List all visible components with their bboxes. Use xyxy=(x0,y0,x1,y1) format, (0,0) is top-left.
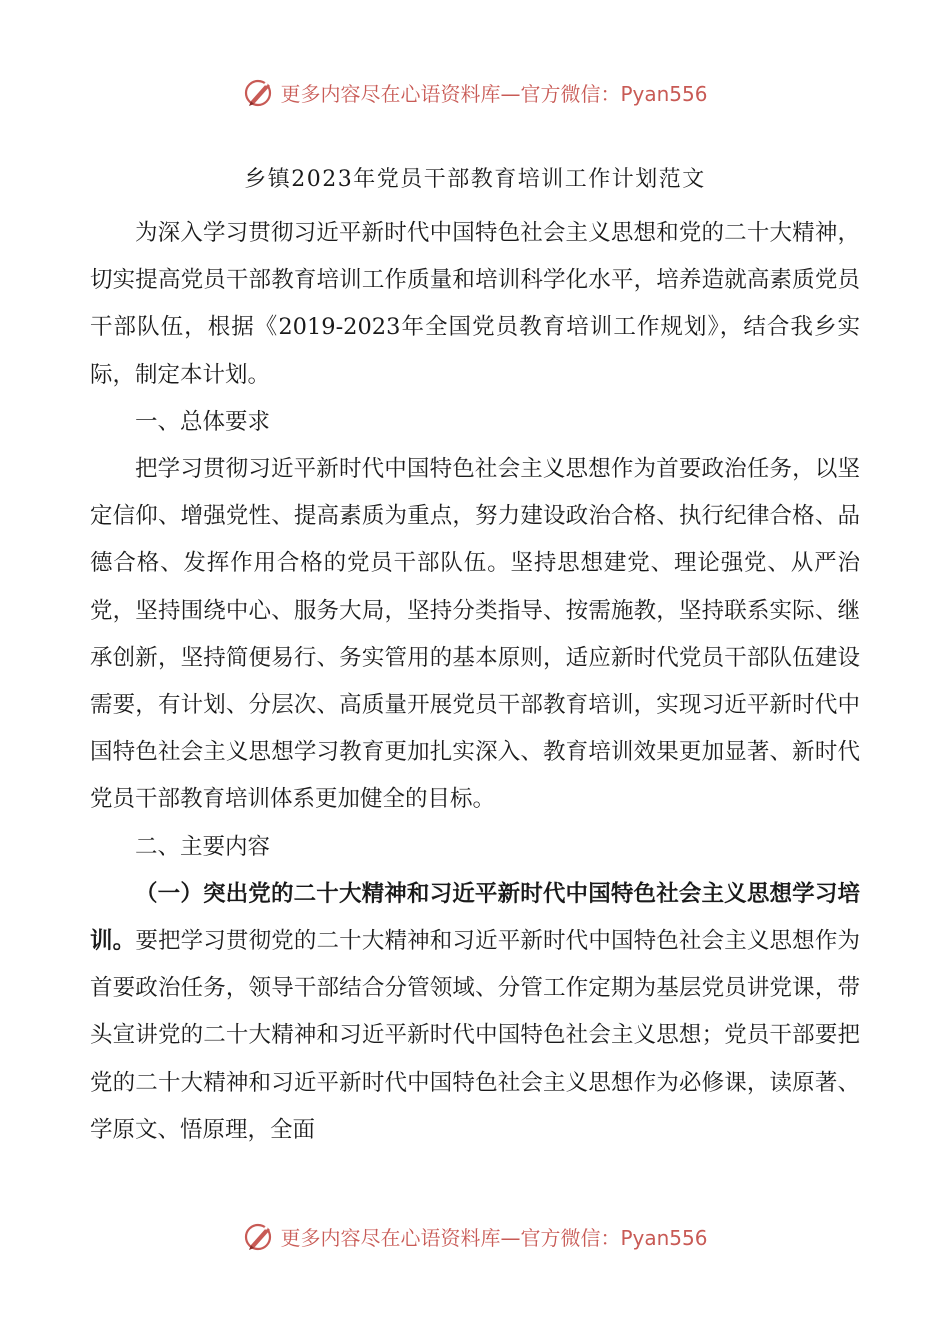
item-1-body: 要把学习贯彻党的二十大精神和习近平新时代中国特色社会主义思想作为首要政治任务，领导干部结合分管领域、分管工作定期为基层党员讲党课，带头宣讲党的二十大精神和习近平新时代中国特色社会主义思想；党员干部要把党的二十大精神和习近平新时代中国特色社会主义思想作为必修课，读原著、学原文、悟原理，全面 xyxy=(90,928,860,1143)
intro-paragraph: 为深入学习贯彻习近平新时代中国特色社会主义思想和党的二十大精神，切实提高党员干部教育培训工作质量和培训科学化水平，培养造就高素质党员干部队伍，根据《2019-2023年全国党员教育培训工作规划》，结合我乡实际，制定本计划。 xyxy=(90,220,860,388)
footer-watermark-banner xyxy=(0,1216,950,1256)
document-title: 乡镇2023年党员干部教育培训工作计划范文 xyxy=(244,167,706,192)
watermark-text: 更多内容尽在心语资料库—官方微信：Pyan556 xyxy=(280,81,708,106)
pen-logo-icon xyxy=(242,1219,276,1253)
item-1-title: （一）突出党的二十大精神和习近平新时代中国特色社会主义思想学习培训。 xyxy=(90,880,860,955)
section-heading-general-requirements: 一、总体要求 xyxy=(135,408,271,435)
main-content-item-1 xyxy=(90,871,860,1154)
document-body xyxy=(90,210,860,1154)
pen-logo-icon xyxy=(242,75,276,109)
watermark-text: 更多内容尽在心语资料库—官方微信：Pyan556 xyxy=(280,1225,708,1250)
section-heading-main-content: 二、主要内容 xyxy=(135,833,271,860)
general-requirements-paragraph: 把学习贯彻习近平新时代中国特色社会主义思想作为首要政治任务，以坚定信仰、增强党性、提高素质为重点，努力建设政治合格、执行纪律合格、品德合格、发挥作用合格的党员干部队伍。坚持思想建党、理论强党、从严治党，坚持围绕中心、服务大局，坚持分类指导、按需施教，坚持联系实际、继承创新，坚持简便易行、务实管用的基本原则，适应新时代党员干部队伍建设需要，有计划、分层次、高质量开展党员干部教育培训，实现习近平新时代中国特色社会主义思想学习教育更加扎实深入、教育培训效果更加显著、新时代党员干部教育培训体系更加健全的目标。 xyxy=(90,456,860,813)
header-watermark-banner xyxy=(0,72,950,112)
